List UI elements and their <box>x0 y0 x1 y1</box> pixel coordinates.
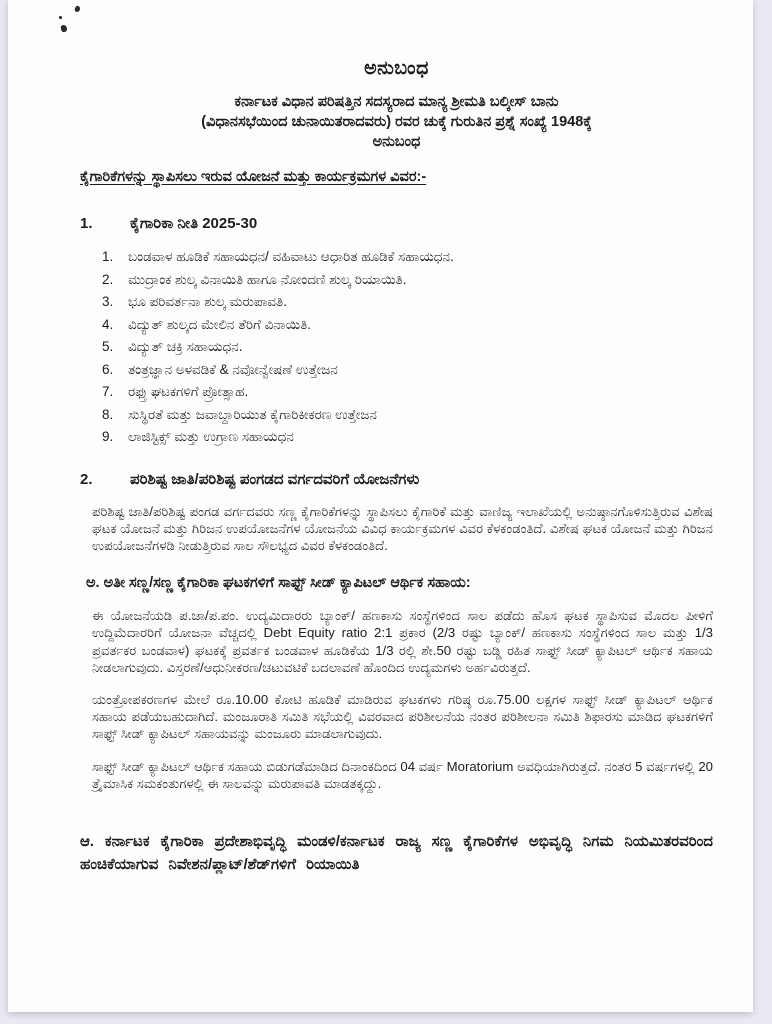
list-item-text: ಸುಸ್ಥಿರತೆ ಮತ್ತು ಜವಾಬ್ದಾರಿಯುತ ಕೈಗಾರಿಕೀಕರಣ ಉತ್ತೇಜನ <box>128 406 377 422</box>
list-item-number: 4. <box>102 316 114 332</box>
list-item-text: ಭೂ ಪರಿವರ್ತನಾ ಶುಲ್ಕ ಮರುಪಾವತಿ. <box>128 294 287 309</box>
list-item-text: ರಫ್ತು ಘಟಕಗಳಿಗೆ ಪ್ರೋತ್ಸಾಹ. <box>128 384 249 399</box>
header-line-2: (ವಿಧಾನಸಭೆಯಿಂದ ಚುನಾಯಿತರಾದವರು) ರವರ ಚುಕ್ಕೆ ಗುರುತಿನ ಪ್ರಶ್ನೆ ಸಂಖ್ಯೆ 1948ಕ್ಕೆ <box>201 114 592 130</box>
section-1-number: 1. <box>80 215 93 232</box>
subsection-b-heading: ಆ. ಕರ್ನಾಟಕ ಕೈಗಾರಿಕಾ ಪ್ರದೇಶಾಭಿವೃದ್ಧಿ ಮಂಡಳಿ/ಕರ್ನಾಟಕ ರಾಜ್ಯ ಸಣ್ಣ ಕೈಗಾರಿಕೆಗಳ ಅಭಿವೃದ್ಧಿ ನಿಗಮ ನಿಯಮಿತರವರಿಂದ ಹಂಚಿಕೆಯಾಗುವ ನಿವೇಶನ/ಪ್ಲಾಟ್/ಶೆಡ್‌ಗಳಿಗೆ ರಿಯಾಯಿತಿ <box>80 832 713 873</box>
section-2-title: ಪರಿಶಿಷ್ಟ ಜಾತಿ/ಪರಿಶಿಷ್ಟ ಪಂಗಡದ ವರ್ಗದವರಿಗೆ ಯೋಜನೆಗಳು <box>130 470 420 488</box>
section-1-heading <box>80 215 713 232</box>
section-1-title: ಕೈಗಾರಿಕಾ ನೀತಿ 2025-30 <box>130 215 258 232</box>
list-item-text: ವಿದ್ಯುತ್ ಶುಲ್ಕದ ಮೇಲಿನ ತೆರಿಗೆ ವಿನಾಯಿತಿ. <box>128 316 311 332</box>
subsection-a-heading: ಅ. ಅತೀ ಸಣ್ಣ/ಸಣ್ಣ ಕೈಗಾರಿಕಾ ಘಟಕಗಳಿಗೆ ಸಾಫ್ಟ್ ಸೀಡ್ ಕ್ಯಾಪಿಟಲ್ ಆರ್ಥಿಕ ಸಹಾಯ: <box>86 575 471 592</box>
list-item-number: 3. <box>102 294 114 309</box>
scanned-document-page <box>8 0 753 1012</box>
subject-heading: ಕೈಗಾರಿಕೆಗಳನ್ನು ಸ್ಥಾಪಿಸಲು ಇರುವ ಯೋಜನೆ ಮತ್ತು ಕಾರ್ಯಕ್ರಮಗಳ ವಿವರ:- <box>80 169 427 185</box>
list-item-text: ಮುದ್ರಾಂಕ ಶುಲ್ಕ ವಿನಾಯಿತಿ ಹಾಗೂ ನೋಂದಣಿ ಶುಲ್ಕ ರಿಯಾಯಿತಿ. <box>128 271 407 287</box>
list-item-number: 6. <box>102 361 114 377</box>
list-item-number: 5. <box>102 339 114 354</box>
list-item <box>102 246 713 269</box>
ink-speck <box>60 24 68 32</box>
list-item <box>102 291 713 314</box>
subsection-a-paragraph-2: ಯಂತ್ರೋಪಕರಣಗಳ ಮೇಲೆ ರೂ.10.00 ಕೋಟಿ ಹೂಡಿಕೆ ಮಾಡಿರುವ ಘಟಕಗಳು ಗರಿಷ್ಠ ರೂ.75.00 ಲಕ್ಷಗಳ ಸಾಫ್ಟ್ ಸೀಡ್ ಕ್ಯಾಪಿಟಲ್ ಆರ್ಥಿಕ ಸಹಾಯ ಪಡೆಯಬಹುದಾಗಿದೆ. ಮಂಜೂರಾತಿ ಸಮಿತಿ ಸಭೆಯಲ್ಲಿ ವಿವರವಾದ ಪರಿಶೀಲನೆಯ ನಂತರ ಪರಿಶೀಲನಾ ಸಮಿತಿ ಶಿಫಾರಸು ಮಾಡಿದ ಘಟಕಗಳಿಗೆ ಸಾಫ್ಟ್ ಸೀಡ್ ಕ್ಯಾಪಿಟಲ್ ಸಹಾಯವನ್ನು ಮಂಜೂರು ಮಾಡಲಾಗುವುದು. <box>92 691 713 742</box>
list-item-number: 2. <box>102 271 114 287</box>
list-item <box>102 336 713 359</box>
list-item <box>102 404 713 427</box>
section-2-intro-paragraph: ಪರಿಶಿಷ್ಟ ಜಾತಿ/ಪರಿಶಿಷ್ಟ ಪಂಗಡ ವರ್ಗದವರು ಸಣ್ಣ ಕೈಗಾರಿಕೆಗಳನ್ನು ಸ್ಥಾಪಿಸಲು ಕೈಗಾರಿಕೆ ಮತ್ತು ವಾಣಿಜ್ಯ ಇಲಾಖೆಯಲ್ಲಿ ಅನುಷ್ಠಾನಗೊಳಿಸುತ್ತಿರುವ ವಿಶೇಷ ಘಟಕ ಯೋಜನೆ ಮತ್ತು ಗಿರಿಜನ ಉಪಯೋಜನೆಗಳ ಯೋಜನೆಯ ವಿವಿಧ ಕಾರ್ಯಕ್ರಮಗಳ ವಿವರ ಕೆಳಕಂಡಂತಿದೆ. ವಿಶೇಷ ಘಟಕ ಯೋಜನೆ ಮತ್ತು ಗಿರಿಜನ ಉಪಯೋಜನೆಗಳಡಿ ನೀಡುತ್ತಿರುವ ಸಾಲ ಸೌಲಭ್ಯದ ವಿವರ ಕೆಳಕಂಡಂತಿದೆ. <box>92 503 713 553</box>
list-item-text: ಬಂಡವಾಳ ಹೂಡಿಕೆ ಸಹಾಯಧನ/ ವಹಿವಾಟು ಆಧಾರಿತ ಹೂಡಿಕೆ ಸಹಾಯಧನ. <box>128 249 454 264</box>
list-item <box>102 426 713 449</box>
header-line-1: ಕರ್ನಾಟಕ ವಿಧಾನ ಪರಿಷತ್ತಿನ ಸದಸ್ಯರಾದ ಮಾನ್ಯ ಶ್ರೀಮತಿ ಬಲ್ಕೀಸ್ ಬಾನು <box>234 94 559 110</box>
list-item <box>102 359 713 382</box>
list-item <box>102 269 713 292</box>
header-line-3: ಅನುಬಂಧ <box>372 134 421 150</box>
ink-speck <box>59 16 62 19</box>
ink-speck <box>74 5 81 13</box>
list-item <box>102 381 713 404</box>
list-item-number: 7. <box>102 384 114 399</box>
list-item-number: 8. <box>102 406 114 422</box>
list-item-number: 9. <box>102 429 114 444</box>
page-title: ಅನುಬಂಧ <box>364 58 429 79</box>
list-item-text: ತಂತ್ರಜ್ಞಾನ ಅಳವಡಿಕೆ & ನವೋನ್ವೇಷಣೆ ಉತ್ತೇಜನ <box>128 361 338 377</box>
section-2-heading <box>80 471 713 488</box>
subsection-a-paragraph-1: ಈ ಯೋಜನೆಯಡಿ ಪ.ಜಾ/ಪ.ಪಂ. ಉದ್ಯಮಿದಾರರು ಬ್ಯಾಂಕ್/ ಹಣಕಾಸು ಸಂಸ್ಥೆಗಳಿಂದ ಸಾಲ ಪಡೆದು ಹೊಸ ಘಟಕ ಸ್ಥಾಪಿಸುವ ಮೊದಲ ಪೀಳಿಗೆ ಉದ್ದಿಮೆದಾರರಿಗೆ ಯೋಜನಾ ವೆಚ್ಚದಲ್ಲಿ Debt Equity ratio 2:1 ಪ್ರಕಾರ (2/3 ರಷ್ಟು ಬ್ಯಾಂಕ್/ ಹಣಕಾಸು ಸಂಸ್ಥೆಗಳಿಂದ ಸಾಲ ಮತ್ತು 1/3 ಪ್ರವರ್ತಕರ ಬಂಡವಾಳ) ಘಟಕಕ್ಕೆ ಪ್ರವರ್ತಕ ಬಂಡವಾಳ ಹೂಡಿಕೆಯ 1/3 ರಲ್ಲಿ ಶೇ.50 ರಷ್ಟು ಬಡ್ಡಿ ರಹಿತ ಸಾಫ್ಟ್ ಸೀಡ್ ಕ್ಯಾಪಿಟಲ್ ಆರ್ಥಿಕ ಸಹಾಯ ನೀಡಲಾಗುವುದು. ವಿಸ್ತರಣೆ/ಆಧುನೀಕರಣ/ಚಟುವಟಿಕೆ ಬದಲಾವಣೆ ಹೊಂದಿದ ಉದ್ಯಮಗಳು ಅರ್ಹವಿರುತ್ತದೆ. <box>92 608 713 675</box>
list-item <box>102 314 713 337</box>
policy-list <box>80 246 713 449</box>
list-item-text: ವಿದ್ಯುತ್ ಚಕ್ರಿ ಸಹಾಯಧನ. <box>128 339 243 354</box>
document-header <box>80 92 713 152</box>
list-item-text: ಲಾಜಿಸ್ಟಿಕ್ಸ್ ಮತ್ತು ಉಗ್ರಾಣ ಸಹಾಯಧನ <box>128 429 294 444</box>
subsection-a-paragraph-3: ಸಾಫ್ಟ್ ಸೀಡ್ ಕ್ಯಾಪಿಟಲ್ ಆರ್ಥಿಕ ಸಹಾಯ ಬಿಡುಗಡೆಮಾಡಿದ ದಿನಾಂಕದಿಂದ 04 ವರ್ಷ Moratorium ಅವಧಿಯಾಗಿರುತ್ತದೆ. ನಂತರ 5 ವರ್ಷಗಳಲ್ಲಿ 20 ತ್ರೈಮಾಸಿಕ ಸಮಕಂತುಗಳಲ್ಲಿ ಈ ಸಾಲವನ್ನು ಮರುಪಾವತಿ ಮಾಡತಕ್ಕದ್ದು. <box>92 758 713 791</box>
section-2-number: 2. <box>80 470 93 488</box>
list-item-number: 1. <box>102 249 114 264</box>
